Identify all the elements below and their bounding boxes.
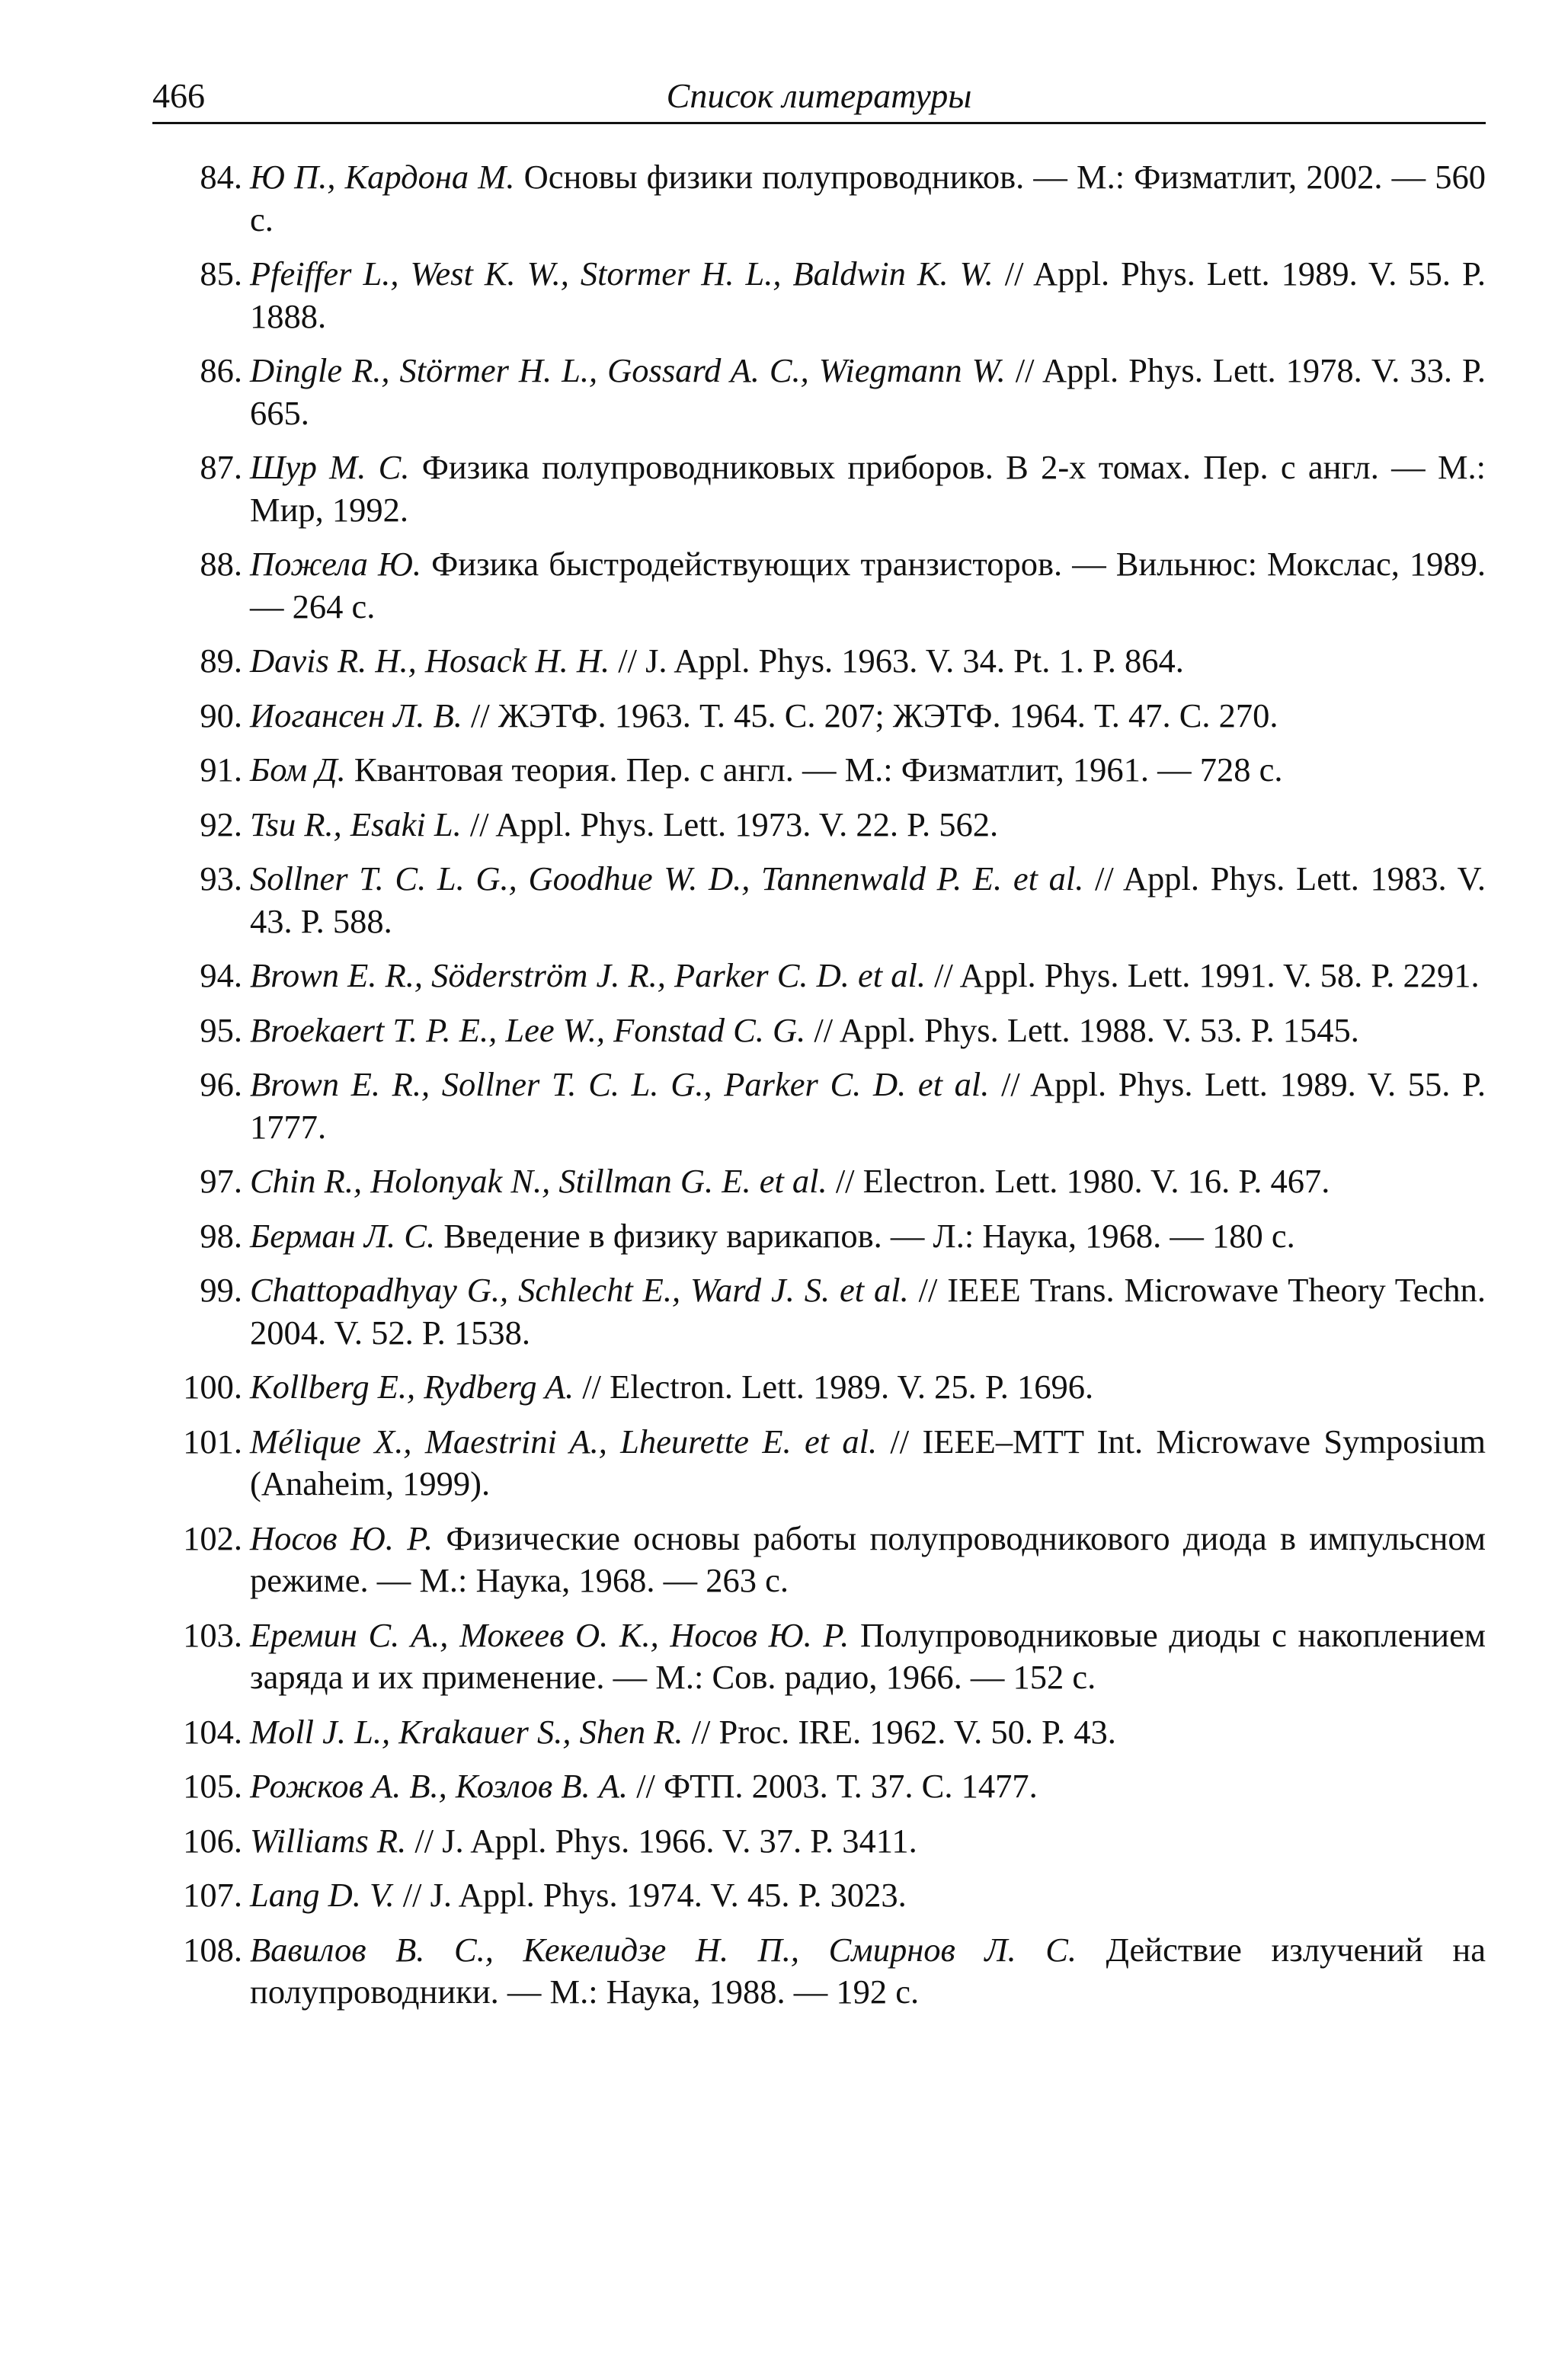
reference-authors: Moll J. L., Krakauer S., Shen R. — [250, 1712, 683, 1751]
reference-authors: Kollberg E., Rydberg A. — [250, 1368, 574, 1406]
reference-source: // ФТП. 2003. Т. 37. С. 1477. — [628, 1767, 1038, 1805]
reference-item — [152, 253, 1486, 338]
reference-authors: Бом Д. — [250, 750, 346, 789]
reference-authors: Пожела Ю. — [250, 545, 422, 583]
reference-authors: Носов Ю. Р. — [250, 1518, 434, 1557]
reference-item — [152, 695, 1486, 738]
reference-source: // Proc. IRE. 1962. V. 50. P. 43. — [683, 1712, 1116, 1751]
reference-item — [152, 640, 1486, 683]
reference-item — [152, 1269, 1486, 1354]
reference-item — [152, 804, 1486, 846]
reference-item — [152, 1421, 1486, 1505]
reference-authors: Brown E. R., Söderström J. R., Parker C. D. et al. — [250, 956, 926, 994]
reference-authors: Берман Л. С. — [250, 1216, 436, 1255]
running-title: Список литературы — [666, 76, 972, 115]
reference-authors: Mélique X., Maestrini A., Lheurette E. et al. — [250, 1422, 878, 1461]
reference-authors: Brown E. R., Sollner T. C. L. G., Parker C. D. et al. — [250, 1065, 990, 1103]
reference-number: 93. — [200, 859, 242, 898]
reference-number: 104. — [183, 1712, 242, 1751]
reference-source: // Appl. Phys. Lett. 1983. V. 43. P. 588. — [250, 859, 1486, 940]
reference-number: 84. — [200, 158, 242, 196]
page-header — [152, 73, 1486, 126]
reference-item — [152, 1614, 1486, 1699]
reference-source: Полупроводниковые диоды с накоплением заряда и их применение. — М.: Сов. радио, 1966. — 152 с. — [250, 1615, 1486, 1696]
reference-source: Действие излучений на полупроводники. — М.: Наука, 1988. — 192 с. — [250, 1930, 1486, 2011]
reference-source: // IEEE Trans. Microwave Theory Techn. 2004. V. 52. P. 1538. — [250, 1271, 1486, 1352]
reference-number: 90. — [200, 696, 242, 734]
reference-number: 99. — [200, 1271, 242, 1309]
reference-item — [152, 749, 1486, 792]
reference-authors: Lang D. V. — [250, 1876, 395, 1914]
reference-number: 96. — [200, 1065, 242, 1103]
reference-source: // J. Appl. Phys. 1963. V. 34. Pt. 1. P. 864. — [610, 642, 1184, 680]
reference-source: // Appl. Phys. Lett. 1989. V. 55. P. 1777. — [250, 1065, 1486, 1146]
reference-item — [152, 350, 1486, 434]
reference-number: 108. — [183, 1930, 242, 1969]
reference-number: 91. — [200, 750, 242, 789]
reference-source: // Electron. Lett. 1980. V. 16. P. 467. — [827, 1162, 1330, 1200]
reference-source: Квантовая теория. Пер. с англ. — М.: Физматлит, 1961. — 728 с. — [345, 750, 1283, 789]
reference-number: 105. — [183, 1767, 242, 1805]
reference-authors: Dingle R., Störmer H. L., Gossard A. C., Wiegmann W. — [250, 351, 1006, 389]
reference-number: 85. — [200, 254, 242, 293]
reference-item — [152, 1929, 1486, 2014]
reference-authors: Рожков А. В., Козлов В. А. — [250, 1767, 629, 1805]
reference-number: 107. — [183, 1876, 242, 1914]
reference-authors: Ю П., Кардона М. — [250, 158, 515, 196]
header-rule — [152, 122, 1486, 124]
reference-number: 95. — [200, 1010, 242, 1049]
reference-item — [152, 955, 1486, 997]
reference-item — [152, 446, 1486, 531]
reference-item — [152, 1765, 1486, 1808]
reference-item — [152, 1160, 1486, 1203]
reference-authors: Иогансен Л. В. — [250, 696, 462, 734]
reference-authors: Chin R., Holonyak N., Stillman G. E. et al. — [250, 1162, 827, 1200]
reference-source: Введение в физику варикапов. — Л.: Наука, 1968. — 180 с. — [435, 1216, 1295, 1255]
reference-item — [152, 1010, 1486, 1052]
reference-source: Физические основы работы полупроводникового диода в импульсном режиме. — М.: Наука, 1968. — 263 с. — [250, 1518, 1486, 1599]
reference-item — [152, 1215, 1486, 1258]
reference-number: 97. — [200, 1162, 242, 1200]
reference-source: // J. Appl. Phys. 1966. V. 37. P. 3411. — [406, 1821, 917, 1860]
reference-source: // IEEE–MTT Int. Microwave Symposium (Anaheim, 1999). — [250, 1422, 1486, 1502]
reference-number: 102. — [183, 1518, 242, 1557]
reference-item — [152, 1874, 1486, 1917]
reference-source: // Appl. Phys. Lett. 1988. V. 53. P. 1545. — [805, 1010, 1359, 1049]
reference-item — [152, 1820, 1486, 1863]
reference-authors: Pfeiffer L., West K. W., Stormer H. L., Baldwin K. W. — [250, 254, 994, 293]
reference-authors: Chattopadhyay G., Schlecht E., Ward J. S. et al. — [250, 1271, 909, 1309]
reference-source: Основы физики полупроводников. — М.: Физматлит, 2002. — 560 с. — [250, 158, 1486, 238]
reference-authors: Вавилов В. С., Кекелидзе Н. П., Смирнов Л. С. — [250, 1930, 1077, 1969]
reference-item — [152, 1366, 1486, 1409]
reference-number: 86. — [200, 351, 242, 389]
reference-number: 101. — [183, 1422, 242, 1461]
reference-item — [152, 1064, 1486, 1148]
reference-authors: Sollner T. C. L. G., Goodhue W. D., Tannenwald P. E. et al. — [250, 859, 1084, 898]
reference-item — [152, 543, 1486, 628]
reference-source: Физика полупроводниковых приборов. В 2-х томах. Пер. с англ. — М.: Мир, 1992. — [250, 448, 1486, 529]
reference-number: 92. — [200, 805, 242, 843]
reference-number: 94. — [200, 956, 242, 994]
reference-number: 87. — [200, 448, 242, 486]
reference-item — [152, 156, 1486, 241]
reference-source: Физика быстродействующих транзисторов. — Вильнюс: Мокслас, 1989. — 264 с. — [250, 545, 1486, 626]
reference-number: 89. — [200, 642, 242, 680]
reference-authors: Еремин С. А., Мокеев О. К., Носов Ю. Р. — [250, 1615, 850, 1654]
reference-source: // Appl. Phys. Lett. 1973. V. 22. P. 562. — [461, 805, 999, 843]
reference-source: // Electron. Lett. 1989. V. 25. P. 1696. — [574, 1368, 1094, 1406]
reference-source: // Appl. Phys. Lett. 1978. V. 33. P. 665. — [250, 351, 1486, 432]
reference-authors: Tsu R., Esaki L. — [250, 805, 462, 843]
reference-item — [152, 1518, 1486, 1602]
reference-authors: Williams R. — [250, 1821, 407, 1860]
reference-source: // Appl. Phys. Lett. 1989. V. 55. P. 1888. — [250, 254, 1486, 335]
reference-number: 98. — [200, 1216, 242, 1255]
reference-item — [152, 1711, 1486, 1754]
reference-number: 100. — [183, 1368, 242, 1406]
reference-item — [152, 858, 1486, 942]
reference-list — [152, 156, 1486, 2026]
reference-number: 106. — [183, 1821, 242, 1860]
reference-source: // J. Appl. Phys. 1974. V. 45. P. 3023. — [394, 1876, 907, 1914]
reference-source: // ЖЭТФ. 1963. Т. 45. С. 207; ЖЭТФ. 1964. Т. 47. С. 270. — [462, 696, 1278, 734]
reference-number: 88. — [200, 545, 242, 583]
reference-authors: Davis R. H., Hosack H. H. — [250, 642, 610, 680]
reference-source: // Appl. Phys. Lett. 1991. V. 58. P. 2291. — [926, 956, 1480, 994]
reference-authors: Шур М. С. — [250, 448, 410, 486]
reference-authors: Broekaert T. P. E., Lee W., Fonstad C. G. — [250, 1010, 806, 1049]
page-number: 466 — [152, 76, 205, 115]
reference-number: 103. — [183, 1615, 242, 1654]
